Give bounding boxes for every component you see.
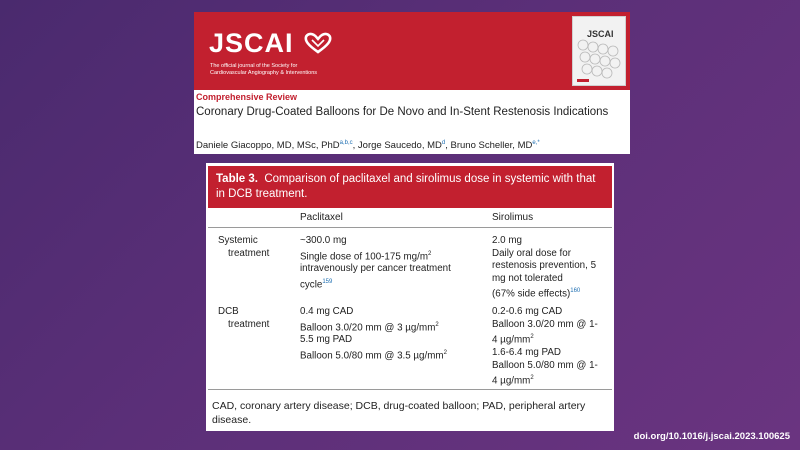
journal-cover-thumbnail xyxy=(572,16,626,86)
row-label-line: Systemic xyxy=(218,235,258,246)
cell-line: restenosis prevention, 5 xyxy=(492,260,597,272)
cell-line: 5.5 mg PAD xyxy=(300,334,353,346)
journal-logo: JSCAI xyxy=(209,28,294,58)
cell-line: mg not tolerated xyxy=(492,272,563,284)
cell-text: Balloon 3.0/20 mm @ 3 µg/mm xyxy=(300,321,436,333)
header-divider xyxy=(208,227,612,228)
author-separator: , xyxy=(445,140,451,152)
author-name: Bruno Scheller, MD xyxy=(450,140,533,152)
cell-line: ~300.0 mg xyxy=(300,235,347,246)
cell-line xyxy=(300,347,480,363)
cell-text: (67% side effects) xyxy=(492,288,571,300)
author-separator: , xyxy=(352,140,358,152)
table-label: Table 3. xyxy=(216,173,258,185)
table-title xyxy=(208,166,612,208)
cell-text: Single dose of 100-175 mg/m xyxy=(300,250,428,262)
author-list xyxy=(196,140,626,151)
cell-text: 4 µg/mm xyxy=(492,334,531,346)
column-header-sirolimus: Sirolimus xyxy=(492,212,534,223)
cell-line: 1.6-6.4 mg PAD xyxy=(492,347,561,359)
doi-link[interactable]: doi.org/10.1016/j.jscai.2023.100625 xyxy=(633,431,790,442)
cell-line: 0.4 mg CAD xyxy=(300,306,354,317)
cell-text: Balloon 5.0/80 mm @ 3.5 µg/mm xyxy=(300,350,444,362)
cell-line xyxy=(492,331,607,347)
row-label-dcb xyxy=(218,306,269,331)
cell-dcb-paclitaxel xyxy=(300,306,480,363)
cell-line: Balloon 3.0/20 mm @ 1- xyxy=(492,318,598,330)
superscript: 2 xyxy=(530,334,534,341)
cell-line xyxy=(300,276,475,292)
footer-divider xyxy=(208,389,612,390)
column-header-paclitaxel: Paclitaxel xyxy=(300,212,343,223)
row-label-line: DCB xyxy=(218,306,239,317)
cell-line: Balloon 5.0/80 mm @ 1- xyxy=(492,359,598,371)
cell-text: 4 µg/mm xyxy=(492,375,531,387)
cell-line xyxy=(492,372,607,388)
reference-link[interactable]: 159 xyxy=(322,279,333,286)
row-label-line: treatment xyxy=(228,247,270,259)
author-affiliation: d xyxy=(441,140,446,146)
table-footnote: CAD, coronary artery disease; DCB, drug-coated balloon; PAD, peripheral artery disease. xyxy=(212,400,586,426)
author-affiliation: a,b,c xyxy=(339,140,353,146)
row-label-line: treatment xyxy=(228,318,270,330)
superscript: 2 xyxy=(443,350,447,357)
reference-link[interactable]: 160 xyxy=(570,288,581,295)
cell-dcb-sirolimus xyxy=(492,306,607,388)
author-name: Daniele Giacoppo, MD, MSc, PhD xyxy=(196,140,340,152)
cell-line: Daily oral dose for xyxy=(492,247,571,259)
article-title: Coronary Drug-Coated Balloons for De Novo and In-Stent Restenosis Indications xyxy=(196,106,609,118)
author-affiliation: e,* xyxy=(532,140,540,146)
cell-text: cycle xyxy=(300,279,323,291)
cover-title: JSCAI xyxy=(587,29,614,39)
cell-line: intravenously per cancer treatment xyxy=(300,263,451,275)
cover-pattern-icon xyxy=(573,17,625,85)
superscript: 2 xyxy=(427,250,432,257)
section-label: Comprehensive Review xyxy=(196,92,298,102)
subtitle-line-2: Cardiovascular Angiography & Interventions xyxy=(210,69,318,76)
cell-line xyxy=(300,319,480,335)
superscript: 2 xyxy=(435,321,439,328)
heart-logo-icon xyxy=(304,32,332,54)
table-title-text: Comparison of paclitaxel and sirolimus dose in systemic with that in DCB treatment. xyxy=(216,173,596,200)
cell-line xyxy=(492,285,607,301)
cell-systemic-sirolimus xyxy=(492,235,607,301)
journal-subtitle xyxy=(210,63,430,76)
cell-systemic-paclitaxel xyxy=(300,235,475,292)
row-label-systemic xyxy=(218,235,269,260)
table-card xyxy=(206,163,614,431)
author-name: Jorge Saucedo, MD xyxy=(357,140,442,152)
journal-header-card xyxy=(194,12,630,154)
journal-banner xyxy=(194,12,630,90)
superscript: 2 xyxy=(530,375,534,382)
cell-line: 0.2-0.6 mg CAD xyxy=(492,306,563,317)
cell-line: 2.0 mg xyxy=(492,235,522,246)
cell-line xyxy=(300,248,475,264)
subtitle-line-1: The official journal of the Society for xyxy=(210,63,298,69)
